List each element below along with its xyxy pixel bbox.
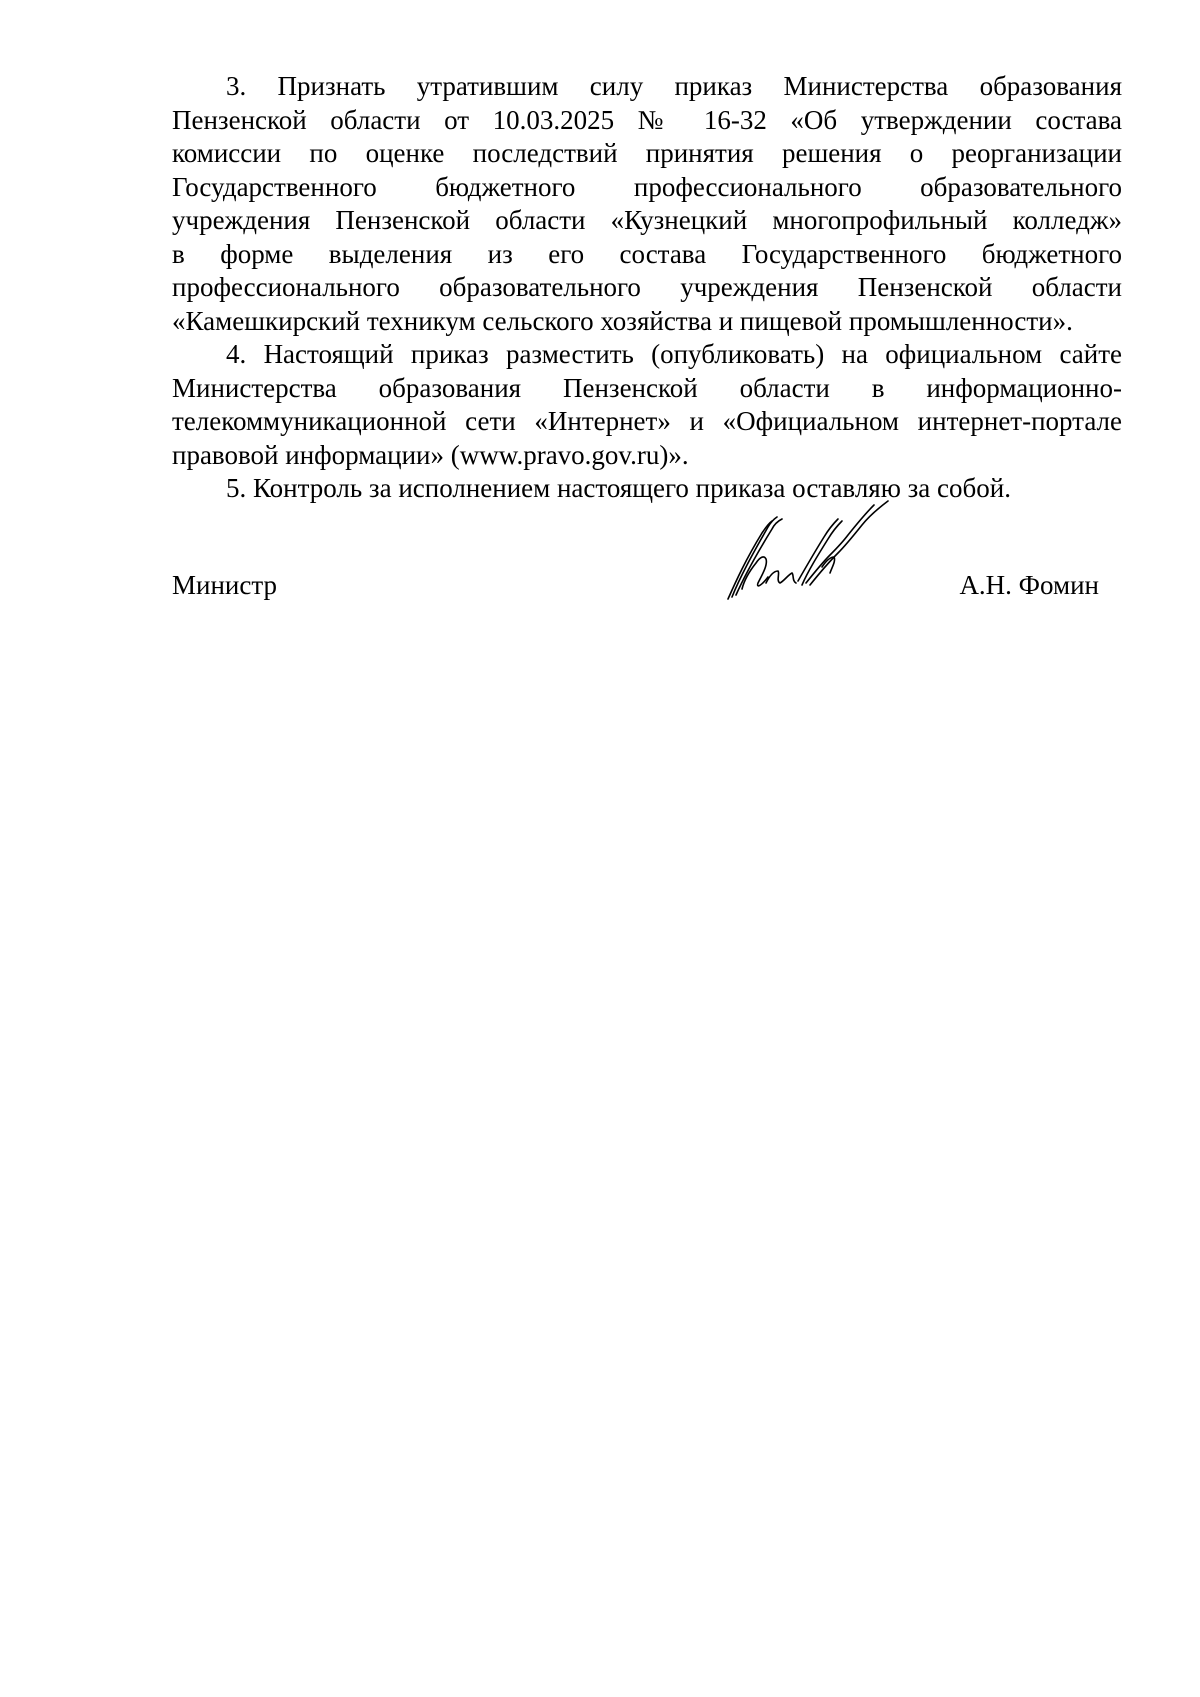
paragraph-line: в форме выделения из его состава Государственного бюджетного xyxy=(172,238,1122,269)
signer-title: Министр xyxy=(172,570,277,600)
paragraph-line: 3. Признать утратившим силу приказ Министерства образования xyxy=(226,71,1122,101)
paragraph-5 xyxy=(172,472,1122,506)
paragraph-3 xyxy=(172,70,1122,338)
paragraph-line: комиссии по оценке последствий принятия решения о реорганизации xyxy=(172,138,1122,168)
paragraph-line: учреждения Пензенской области «Кузнецкий многопрофильный колледж» xyxy=(172,205,1122,235)
paragraph-line: Пензенской области от 10.03.2025 № 16-32 «Об утверждении состава xyxy=(172,104,1122,135)
signer-name: А.Н. Фомин xyxy=(959,570,1099,600)
paragraph-4 xyxy=(172,338,1122,472)
paragraph-line: правовой информации» (www.pravo.gov.ru)». xyxy=(172,439,689,470)
paragraph-line: профессионального образовательного учреждения Пензенской области xyxy=(172,272,1122,302)
document-body xyxy=(172,70,1122,506)
signature-block xyxy=(172,560,1122,620)
paragraph-line: «Камешкирский техникум сельского хозяйства и пищевой промышленности». xyxy=(172,305,1073,336)
paragraph-line: 5. Контроль за исполнением настоящего приказа оставляю за собой. xyxy=(226,473,1011,503)
paragraph-line: 4. Настоящий приказ разместить (опубликовать) на официальном сайте xyxy=(226,339,1122,369)
paragraph-line: Государственного бюджетного профессионального образовательного xyxy=(172,171,1122,202)
paragraph-line: телекоммуникационной сети «Интернет» и «Официальном интернет-портале xyxy=(172,406,1122,436)
paragraph-line: Министерства образования Пензенской области в информационно- xyxy=(172,372,1122,403)
